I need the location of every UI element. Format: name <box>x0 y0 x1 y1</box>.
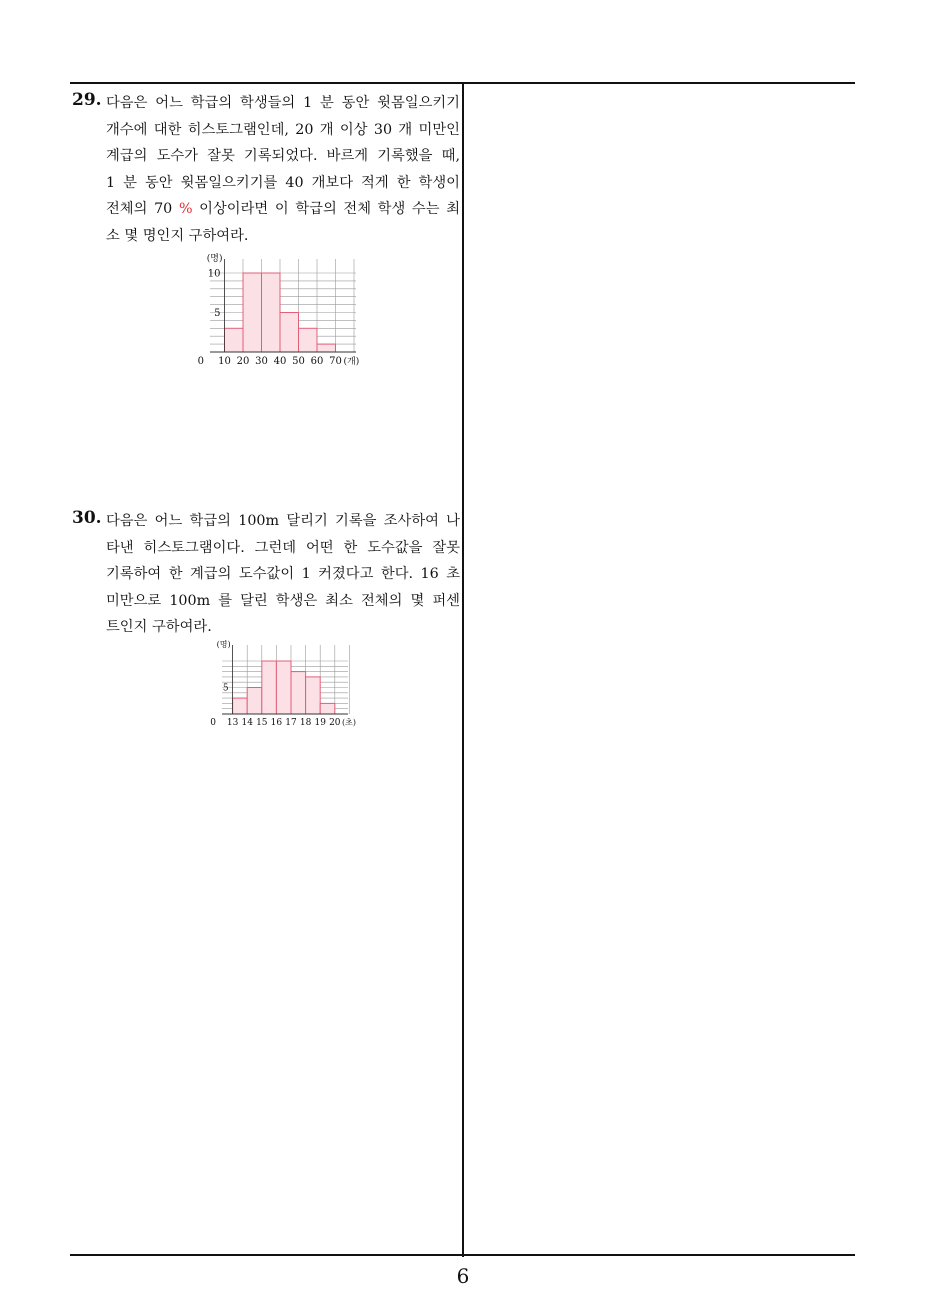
x-tick-label: 20 <box>329 718 341 728</box>
y-tick-label: 10 <box>207 268 221 280</box>
problem-29 <box>72 90 460 250</box>
x-axis-label: (개) <box>343 357 360 367</box>
histogram-bar <box>317 344 336 352</box>
problem-line: 계급의 도수가 잘못 기록되었다. 바르게 기록했을 때, <box>106 148 460 165</box>
y-axis-label: (명) <box>206 254 223 264</box>
x-tick-label: 60 <box>310 356 324 367</box>
problem-text <box>106 90 460 250</box>
x-tick-label: 70 <box>329 356 342 367</box>
x-tick-label: 18 <box>299 718 312 728</box>
percent-sign: % <box>178 201 193 218</box>
problem-line: 소 몇 명인지 구하여라. <box>106 227 249 244</box>
y-tick-label: 0 <box>197 356 204 367</box>
problem-line: 타낸 히스토그램이다. 그런데 어떤 한 도수값을 잘못 <box>106 539 460 556</box>
histogram-bar <box>233 698 248 714</box>
x-tick-label: 17 <box>285 718 297 728</box>
x-tick-label: 16 <box>270 718 283 728</box>
x-tick-label: 40 <box>273 356 287 367</box>
bottom-rule <box>70 1254 855 1256</box>
y-tick-label: 0 <box>210 718 216 728</box>
histogram-100m <box>196 638 376 742</box>
x-tick-label: 50 <box>292 356 305 367</box>
histogram-bar <box>320 703 335 714</box>
y-axis-label: (명) <box>216 640 231 649</box>
problem-line: 트인지 구하여라. <box>106 619 212 636</box>
problem-line: 다음은 어느 학급의 100m 달리기 기록을 조사하여 나 <box>106 513 460 529</box>
problem-line: 기록하여 한 계급의 도수값이 1 커졌다고 한다. 16 초 <box>106 566 460 583</box>
histogram-situps-svg <box>180 250 380 370</box>
histogram-bar <box>299 328 318 352</box>
y-tick-label: 5 <box>214 308 221 319</box>
problem-text <box>106 508 460 641</box>
x-tick-label: 14 <box>241 718 253 728</box>
histogram-bar <box>243 273 262 352</box>
histogram-100m-svg <box>196 638 376 738</box>
problem-line <box>106 196 460 223</box>
x-tick-label: 19 <box>314 718 326 728</box>
line-text: 이상이라면 이 학급의 전체 학생 수는 최 <box>192 201 461 218</box>
problem-line: 다음은 어느 학급의 학생들의 1 분 동안 윗몸일으키기 <box>106 95 460 111</box>
histogram-bar <box>280 313 299 353</box>
histogram-bar <box>291 672 306 714</box>
histogram-bar <box>306 677 321 714</box>
histogram-bar <box>262 273 281 352</box>
line-text: 전체의 70 <box>106 201 173 218</box>
column-divider <box>462 82 464 1257</box>
histogram-bar <box>247 688 262 715</box>
problem-line: 미만으로 100m 를 달린 학생은 최소 전체의 몇 퍼센 <box>106 592 460 609</box>
x-tick-label: 20 <box>236 356 250 367</box>
page-number: 6 <box>456 1264 470 1288</box>
histogram-bar <box>225 328 244 352</box>
x-tick-label: 15 <box>256 718 268 728</box>
histogram-situps <box>180 250 380 374</box>
problem-line: 1 분 동안 윗몸일으키기를 40 개보다 적게 한 학생이 <box>106 174 460 191</box>
x-axis-label: (초) <box>342 718 356 727</box>
x-tick-label: 10 <box>218 356 231 367</box>
problem-number: 29. <box>72 90 102 110</box>
histogram-bar <box>276 661 291 714</box>
x-tick-label: 13 <box>226 718 239 728</box>
problem-line: 개수에 대한 히스토그램인데, 20 개 이상 30 개 미만인 <box>106 121 460 138</box>
x-tick-label: 30 <box>255 356 268 367</box>
y-tick-label: 5 <box>222 683 229 694</box>
problem-30 <box>72 508 460 641</box>
histogram-bar <box>262 661 277 714</box>
problem-number: 30. <box>72 508 102 528</box>
